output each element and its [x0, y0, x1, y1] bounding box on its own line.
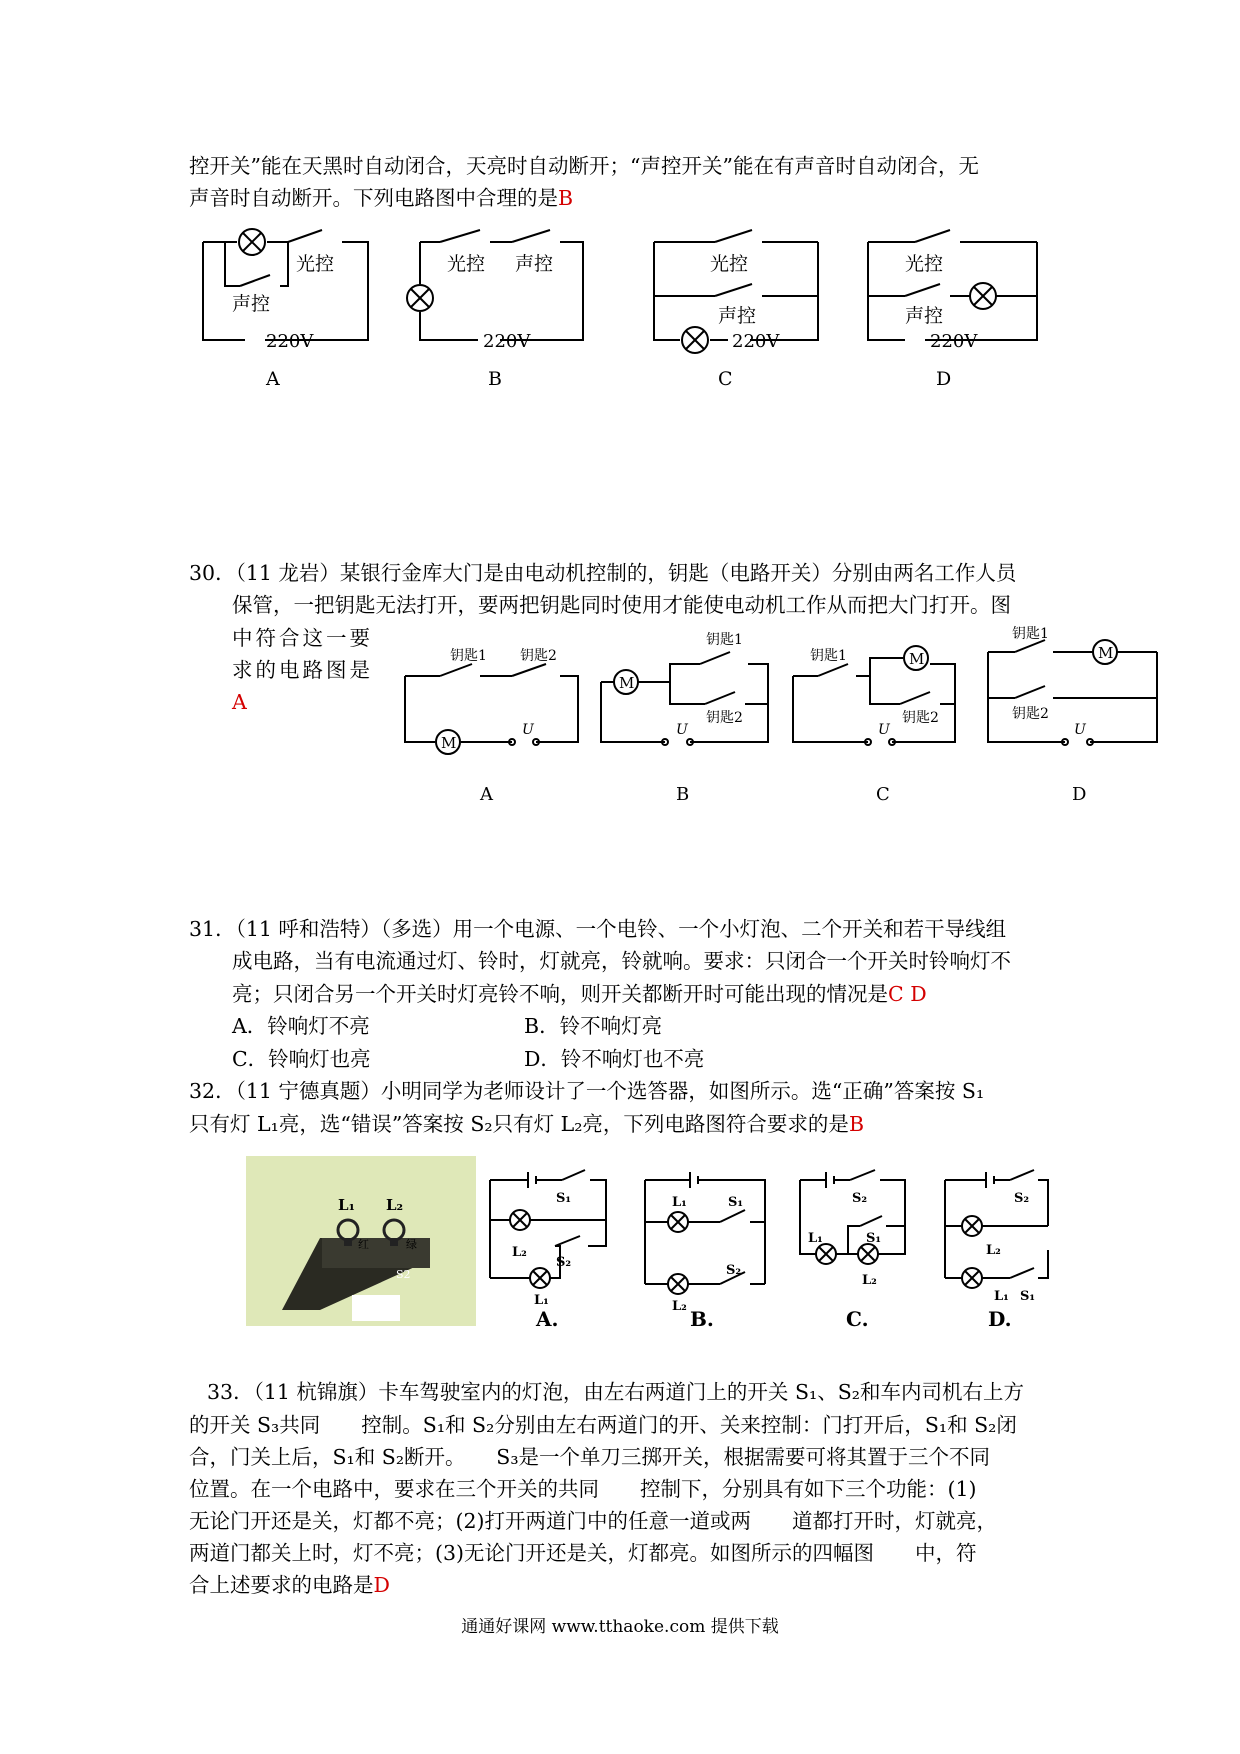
q33-line-5: 无论门开还是关，灯都不亮；(2)打开两道门中的任意一道或两 道都打开时，灯就亮，: [189, 1509, 998, 1533]
q31-option-d: D．铃不响灯也不亮: [524, 1047, 705, 1071]
q31-line-3: [232, 978, 927, 1010]
s1-label-3a: S₁: [556, 1191, 572, 1206]
source-label-2b: U: [676, 722, 688, 738]
q33-line-7: [189, 1569, 390, 1601]
s1-label-3c: S₁: [866, 1231, 882, 1246]
key1-label-2c: 钥匙1: [810, 648, 847, 664]
q30-line-1: 30．（11 龙岩）某银行金库大门是由电动机控制的，钥匙（电路开关）分别由两名工作人员: [189, 561, 1017, 585]
circuit-2c: [793, 646, 955, 805]
key2-label-2a: 钥匙2: [520, 648, 557, 664]
key1-label-2d: 钥匙1: [1012, 626, 1049, 642]
q33-answer: D: [373, 1573, 390, 1597]
circuit-3a: [490, 1170, 606, 1331]
l1-label-3c: L₁: [808, 1231, 823, 1246]
l2-label-3b: L₂: [672, 1299, 687, 1314]
light-label-1a: 光控: [296, 253, 335, 275]
option-3d: D.: [988, 1307, 1012, 1331]
photo-l1-label: L₁: [338, 1196, 356, 1214]
key1-label-2a: 钥匙1: [450, 648, 487, 664]
key2-label-2c: 钥匙2: [902, 710, 939, 726]
light-label-1d: 光控: [905, 253, 944, 275]
figure-selector-device: [0, 1150, 1240, 1370]
s2-label-3c: S₂: [852, 1191, 868, 1206]
circuit-3b: [645, 1172, 765, 1331]
l1-label-3a: L₁: [534, 1293, 549, 1308]
s2-label-3d: S₂: [1014, 1191, 1030, 1206]
q33-line-2: 的开关 S₃共同 控制。S₁和 S₂分别由左右两道门的开、关来控制：门打开后，S₁和 S₂闭: [189, 1413, 1017, 1437]
photo-s2-label: S2: [396, 1268, 411, 1281]
q33-line-7-text: 合上述要求的电路是: [189, 1573, 374, 1597]
option-1b: B: [488, 368, 502, 390]
l2-label-3d: L₂: [986, 1243, 1001, 1258]
source-label-2c: U: [878, 722, 890, 738]
circuit-1d: [868, 230, 1037, 390]
option-2d: D: [1072, 784, 1087, 805]
q30-line-3: 中符合这一要: [232, 626, 373, 650]
figure-key-motor-circuits: [0, 600, 1240, 860]
q30-answer: A: [232, 690, 247, 714]
circuit-1a: [203, 229, 368, 390]
voltage-1b: 220V: [483, 331, 531, 352]
q31-line-1: 31．（11 呼和浩特）（多选）用一个电源、一个电铃、一个小灯泡、二个开关和若干导线组: [189, 917, 1007, 941]
s1-label-3d: S₁: [1020, 1289, 1036, 1304]
s1-label-3b: S₁: [728, 1195, 744, 1210]
page-footer: 通通好课网 www.tthaoke.com 提供下载: [461, 1617, 779, 1637]
photo-green-label: 绿: [406, 1238, 417, 1251]
option-2a: A: [480, 784, 493, 805]
source-label-2d: U: [1074, 722, 1086, 738]
sound-label-1d: 声控: [905, 305, 944, 327]
photo-red-label: 红: [358, 1238, 369, 1251]
option-3c: C.: [846, 1307, 869, 1331]
circuit-1b: [407, 230, 583, 390]
l1-label-3d: L₁: [994, 1289, 1009, 1304]
option-1d: D: [936, 368, 952, 390]
option-3a: A.: [536, 1307, 559, 1331]
key2-label-2d: 钥匙2: [1012, 706, 1049, 722]
q31-line-3-text: 亮；只闭合另一个开关时灯亮铃不响，则开关都断开时可能出现的情况是: [232, 982, 888, 1006]
source-label-2a: U: [522, 722, 534, 738]
voltage-1c: 220V: [732, 331, 780, 352]
s2-label-3a: S₂: [556, 1255, 572, 1270]
circuit-2a: [405, 648, 578, 805]
intro-line-1: 控开关”能在天黑时自动闭合，天亮时自动断开；“声控开关”能在有声音时自动闭合，无: [189, 154, 979, 178]
option-2c: C: [876, 784, 890, 805]
q33-line-1: 33．（11 杭锦旗）卡车驾驶室内的灯泡，由左右两道门上的开关 S₁、S₂和车内司机右上方: [207, 1380, 1024, 1404]
q31-option-b: B．铃不响灯亮: [524, 1014, 663, 1038]
q31-line-2: 成电路，当有电流通过灯、铃时，灯就亮，铃就响。要求：只闭合一个开关时铃响灯不: [232, 949, 1011, 973]
q31-answer: C D: [888, 982, 927, 1006]
photo-l2-label: L₂: [386, 1196, 404, 1214]
motor-label-2d: M: [1098, 644, 1114, 662]
q33-line-6: 两道门都关上时，灯不亮；(3)无论门开还是关，灯都亮。如图所示的四幅图 中，符: [189, 1541, 977, 1565]
motor-label-2b: M: [619, 674, 635, 692]
l2-label-3c: L₂: [862, 1273, 877, 1288]
option-2b: B: [676, 784, 690, 805]
option-1c: C: [718, 368, 733, 390]
light-label-1c: 光控: [710, 253, 749, 275]
q33-line-4: 位置。在一个电路中，要求在三个开关的共同 控制下，分别具有如下三个功能：(1): [189, 1477, 977, 1501]
l2-label-3a: L₂: [512, 1245, 527, 1260]
circuit-3d: [945, 1170, 1048, 1331]
option-1a: A: [266, 368, 280, 390]
sound-label-1c: 声控: [718, 305, 757, 327]
s2-label-3b: S₂: [726, 1263, 742, 1278]
q32-line-2-text: 只有灯 L₁亮，选“错误”答案按 S₂只有灯 L₂亮，下列电路图符合要求的是: [189, 1112, 849, 1136]
circuit-2d: [988, 626, 1157, 805]
figure-light-sound-circuits: [0, 0, 1240, 420]
circuit-1c: [654, 230, 818, 390]
l1-label-3b: L₁: [672, 1195, 687, 1210]
q30-line-2: 保管，一把钥匙无法打开，要两把钥匙同时使用才能使电动机工作从而把大门打开。图: [232, 593, 1011, 617]
intro-line-2-text: 声音时自动断开。下列电路图中合理的是: [189, 186, 558, 210]
motor-label-2a: M: [441, 734, 457, 752]
motor-label-2c: M: [909, 650, 925, 668]
q32-line-1: 32．（11 宁德真题）小明同学为老师设计了一个选答器，如图所示。选“正确”答案按 S₁: [189, 1079, 985, 1103]
q32-answer: B: [848, 1112, 865, 1136]
q31-option-a: A．铃响灯不亮: [232, 1014, 370, 1038]
key1-label-2b: 钥匙1: [706, 632, 743, 648]
q31-option-c: C．铃响灯也亮: [232, 1047, 371, 1071]
circuit-2b: [601, 632, 768, 805]
q30-line-4: 求的电路图是: [232, 658, 373, 682]
light-label-1b: 光控: [447, 253, 486, 275]
intro-answer: B: [558, 186, 574, 210]
key2-label-2b: 钥匙2: [706, 710, 743, 726]
voltage-1d: 220V: [930, 331, 978, 352]
circuit-3c: [800, 1170, 905, 1331]
sound-label-1a: 声控: [232, 293, 271, 315]
sound-label-1b: 声控: [515, 253, 554, 275]
q32-line-2: [189, 1108, 864, 1140]
voltage-1a: 220V: [266, 331, 314, 352]
q33-line-3: 合，门关上后，S₁和 S₂断开。 S₃是一个单刀三掷开关，根据需要可将其置于三个不同: [189, 1445, 991, 1469]
device-drawing: [282, 1196, 430, 1321]
option-3b: B.: [690, 1307, 714, 1331]
